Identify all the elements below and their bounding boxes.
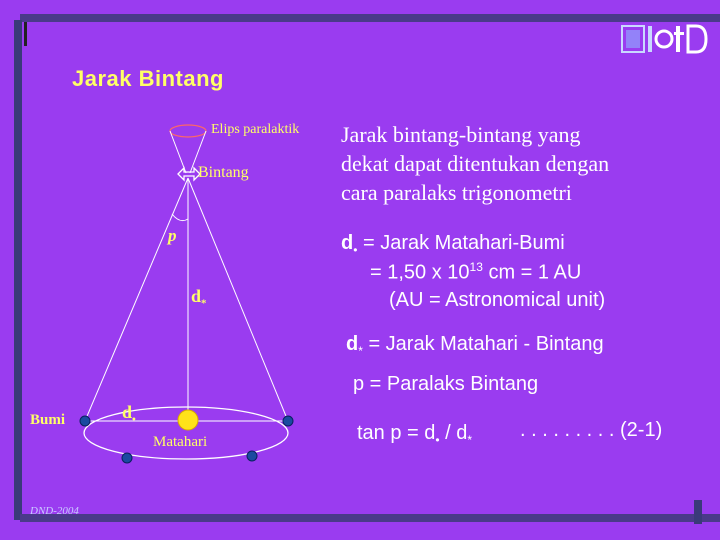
footer-credit: DND-2004	[30, 505, 79, 517]
au-definition: (AU = Astronomical unit)	[389, 289, 606, 311]
angle-arc	[172, 214, 188, 221]
parallactic-ellipse	[170, 125, 206, 137]
dstar-definition: $d_*$ = Jarak Matahari - Bintang	[346, 333, 604, 358]
dsun-value: = 1,50 x $10^{13}$ cm = 1 AU	[370, 260, 582, 284]
orbit-node-bottom-left	[122, 453, 132, 463]
star-icon	[178, 168, 200, 180]
angle-label: p	[168, 226, 177, 245]
earth-label: Bumi	[30, 412, 66, 428]
orbit-node-bottom-right	[247, 451, 257, 461]
intro-line-3: cara paralaks trigonometri	[341, 180, 572, 205]
sun-label: Matahari	[153, 434, 208, 450]
orbit-node-left	[80, 416, 90, 426]
parallax-definition: p = Paralaks Bintang	[353, 373, 539, 395]
distance-star-label: $d_*$	[191, 286, 207, 310]
ellipse-label: Elips paralaktik	[211, 122, 300, 137]
intro-line-2: dekat dapat ditentukan dengan	[341, 151, 610, 176]
equation-number: . . . . . . . . . (2-1)	[520, 419, 663, 441]
distance-sun-label: $d_•$	[122, 402, 136, 426]
orbit-node-right	[283, 416, 293, 426]
star-label: Bintang	[198, 164, 249, 181]
sun-icon	[178, 410, 198, 430]
formula: $\tan p = d_• / d_*$	[357, 422, 473, 447]
dsun-definition: $d_•$ = Jarak Matahari-Bumi	[341, 232, 565, 257]
slide-title: Jarak Bintang	[72, 66, 224, 91]
intro-line-1: Jarak bintang-bintang yang	[341, 122, 581, 147]
